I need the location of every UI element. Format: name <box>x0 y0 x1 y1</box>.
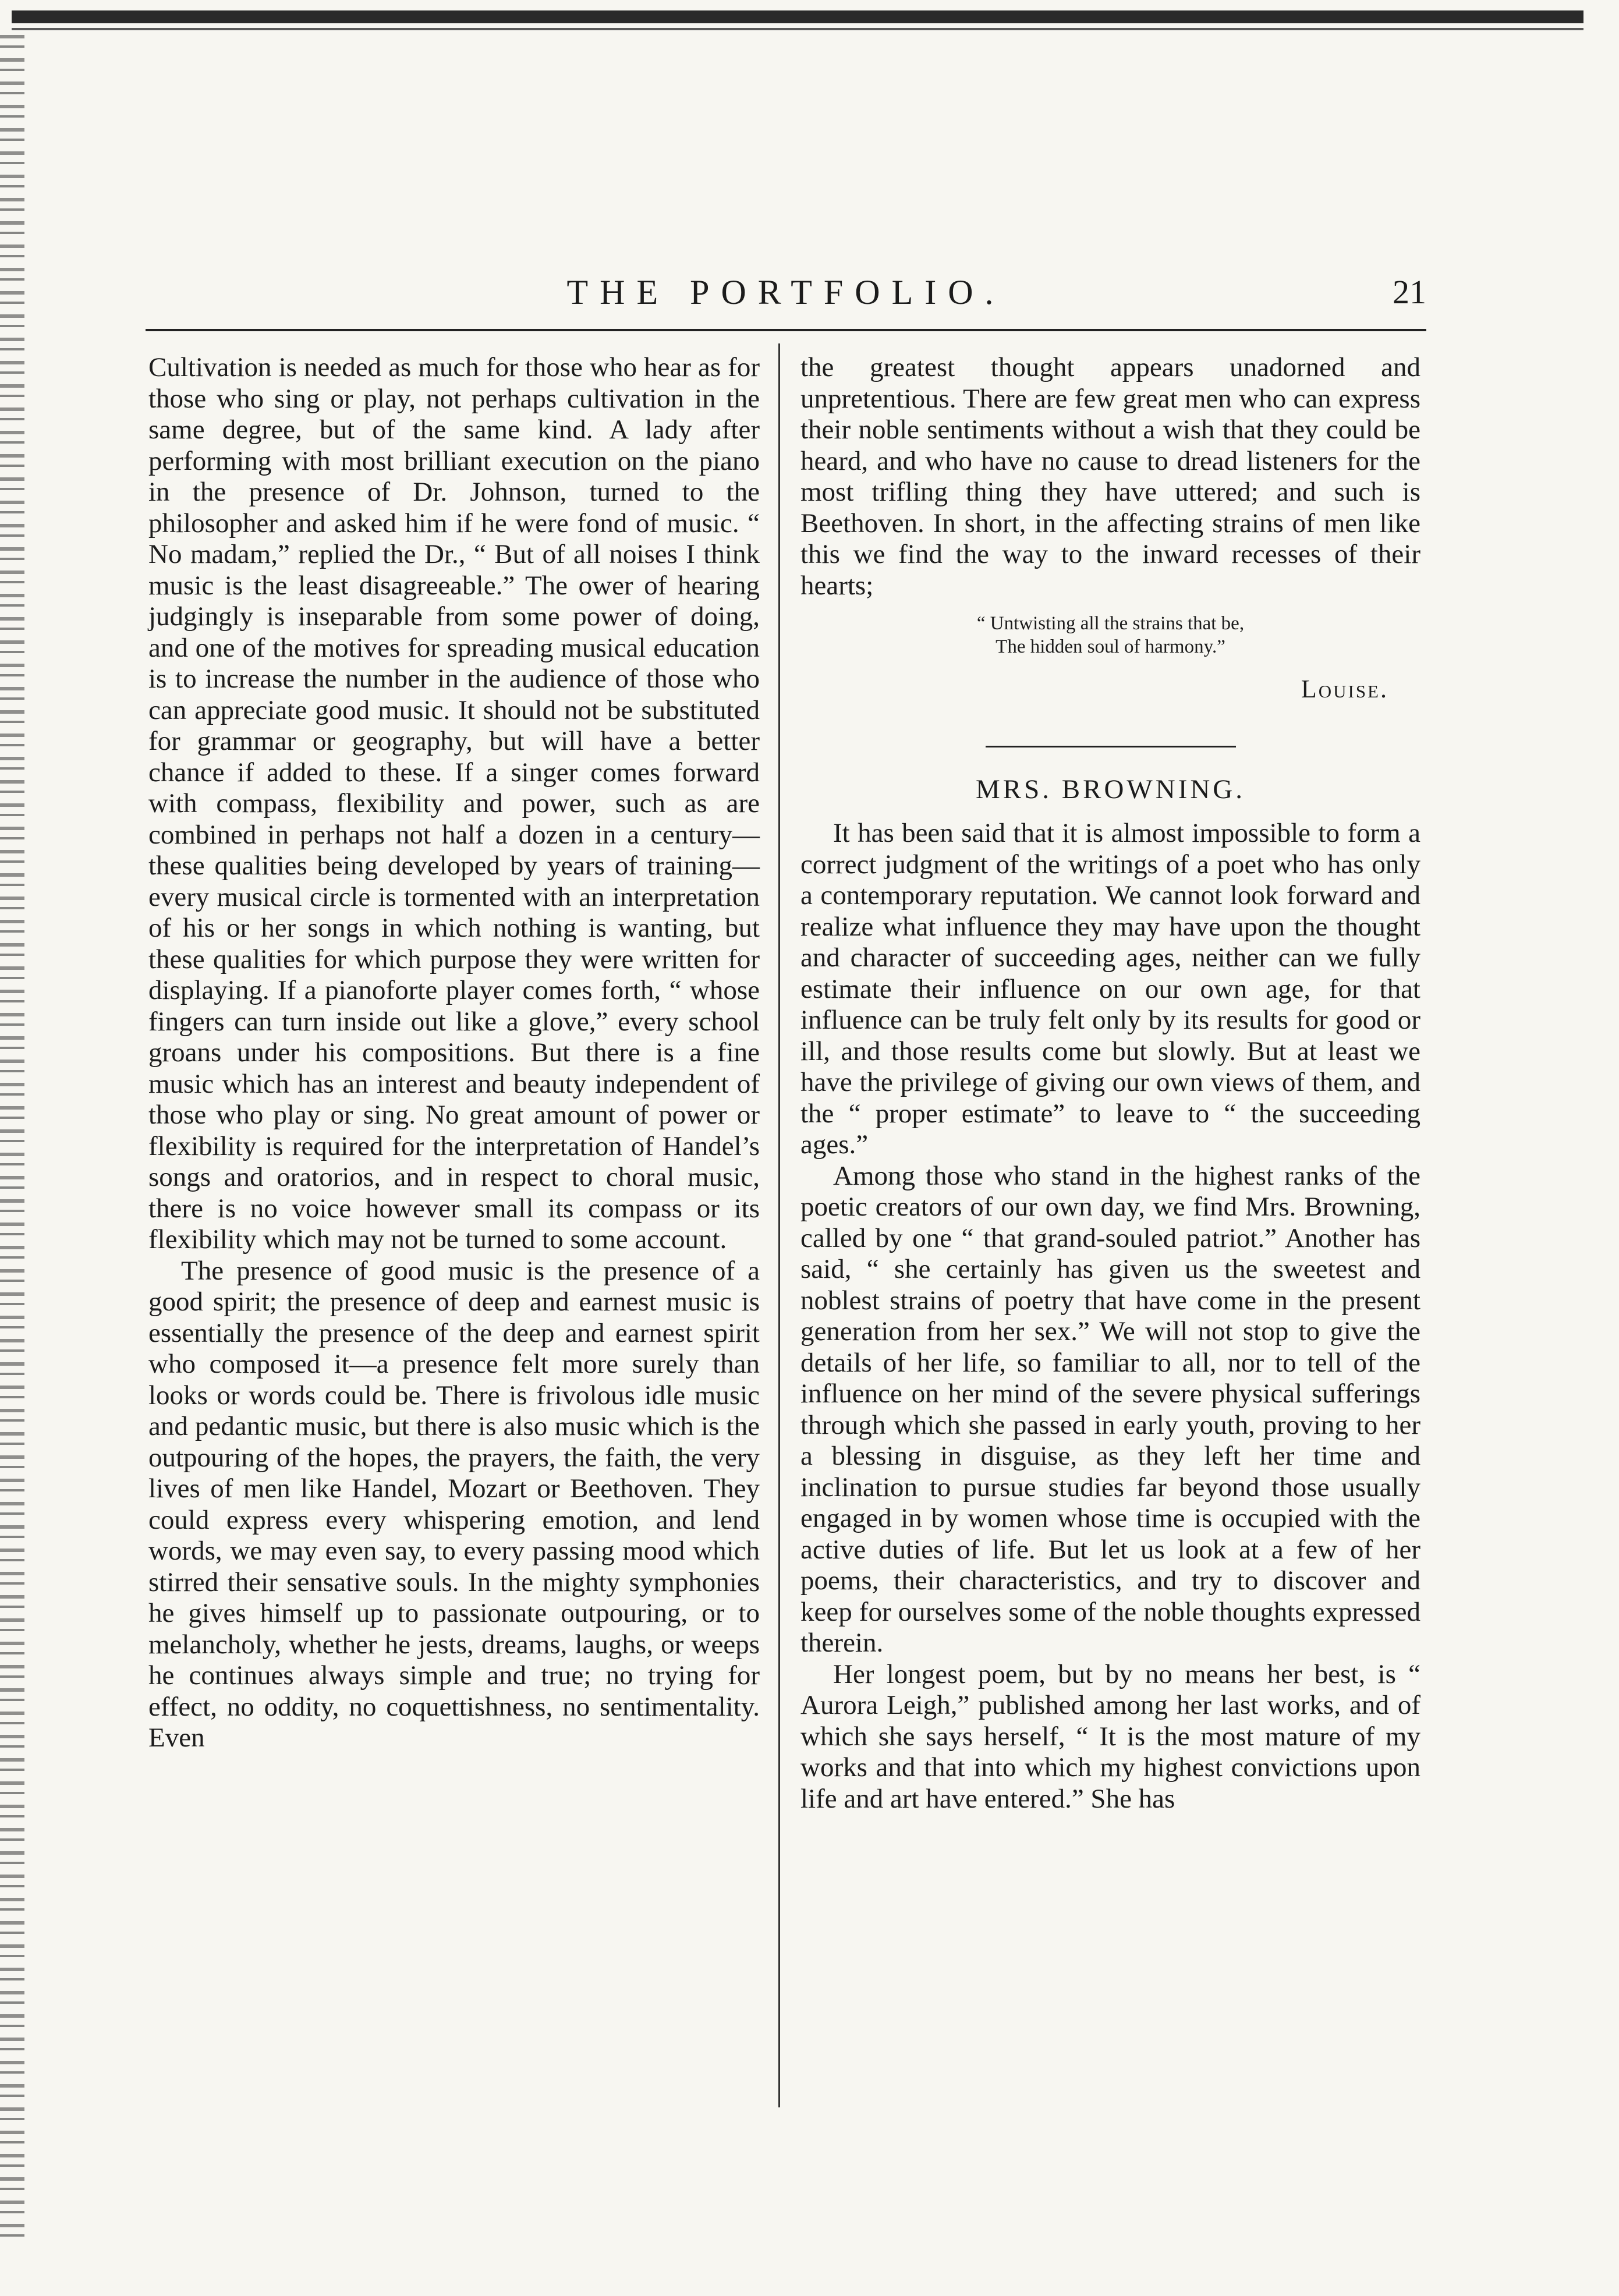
left-column <box>148 352 760 1754</box>
top-page-rule-thin <box>12 28 1583 30</box>
running-head <box>146 272 1426 325</box>
verse-line-2: The hidden soul of harmony.” <box>996 636 1225 657</box>
column-divider <box>778 343 780 2107</box>
page-number: 21 <box>1393 273 1426 311</box>
binding-edge <box>0 35 24 2247</box>
header-rule <box>146 329 1426 331</box>
right-paragraph-2: Among those who stand in the highest ranks of the poetic creators of our own day, we find Mrs. Browning, called by one “ that grand-souled patriot.” Another has said, “ she certainly has given us the sweetest and noblest strains of poetry that have come in the present generation from her sex.” We will not stop to give the details of her life, so familiar to all, nor to tell of the influence on her mind of the severe physical sufferings through which she passed in early youth, proving to her a blessing in disguise, as they left her time and inclination to pursue studies far beyond those usually engaged in by women whose time is occupied with the active duties of life. But let us look at a few of her poems, their characteristics, and try to discover and keep for ourselves some of the noble thoughts expressed therein. <box>800 1160 1420 1658</box>
author-signature: Louise. <box>1301 675 1388 703</box>
verse-quote <box>800 612 1420 658</box>
right-column <box>800 352 1420 1815</box>
verse-line-1: “ Untwisting all the strains that be, <box>976 613 1245 634</box>
right-opening-paragraph: the greatest thought appears unadorned and unpretentious. There are few great men who can express their noble sentiments without a wish that they could be heard, and who have no cause to dread listeners for the most trifling thing they have uttered; and such is Beethoven. In short, in the affecting strains of men like this we find the way to the inward recesses of their hearts; <box>800 352 1420 601</box>
left-paragraph-1: Cultivation is needed as much for those who hear as for those who sing or play, not perhaps cultivation in the same degree, but of the same kind. A lady after performing with most brilliant execution on the piano in the presence of Dr. Johnson, turned to the philosopher and asked him if he were fond of music. “ No madam,” replied the Dr., “ But of all noises I think music is the least disagreeable.” The ower of hearing judgingly is inseparable from some power of doing, and one of the motives for spreading musical education is to increase the number in the audience of those who can appreciate good music. It should not be substituted for grammar or geography, but will have a better chance if added to these. If a singer comes forward with compass, flexibility and power, such as are combined in perhaps not half a dozen in a century—these qualities being developed by years of training—every musical circle is tormented with an interpretation of his or her songs in which nothing is wanting, but these qualities for which purpose they were written for displaying. If a pianoforte player comes forth, “ whose fingers can turn inside out like a glove,” every school groans under his compositions. But there is a fine music which has an interest and beauty independent of those who play or sing. No great amount of power or flexibility is required for the interpretation of Handel’s songs and oratorios, and in respect to choral music, there is no voice however small its compass or its flexibility which may not be turned to some account. <box>148 352 760 1255</box>
right-paragraph-1: It has been said that it is almost impossible to form a correct judgment of the writings of a poet who has only a contemporary reputation. We cannot look forward and realize what influence they may have upon the thought and character of succeeding ages, neither can we fully estimate their influence on our own age, for that influence can be truly felt only by its results for good or ill, and those results come but slowly. But at least we have the privilege of giving our own views of them, and the “ proper estimate” to leave to “ the succeeding ages.” <box>800 818 1420 1160</box>
running-title: THE PORTFOLIO. <box>566 273 1005 311</box>
right-paragraph-3: Her longest poem, but by no means her best, is “ Aurora Leigh,” published among her last works, and of which she says herself, “ It is the most mature of my works and that into which my highest convictions upon life and art have entered.” She has <box>800 1659 1420 1814</box>
top-page-rule <box>12 10 1583 23</box>
left-paragraph-2: The presence of good music is the presence of a good spirit; the presence of deep and earnest music is essentially the presence of the deep and earnest spirit who composed it—a presence felt more surely than looks or words could be. There is frivolous idle music and pedantic music, but there is also music which is the outpouring of the hopes, the prayers, the faith, the very lives of men like Handel, Mozart or Beethoven. They could express every whispering emotion, and lend words, we may even say, to every passing mood which stirred their sensative souls. In the mighty symphonies he gives himself up to passionate outpouring, or to melancholy, whether he jests, dreams, laughs, or weeps he continues always simple and true; no trying for effect, no oddity, no coquettishness, no sentimentality. Even <box>148 1255 760 1753</box>
section-title: MRS. BROWNING. <box>975 774 1245 805</box>
section-divider-rule <box>986 746 1236 747</box>
